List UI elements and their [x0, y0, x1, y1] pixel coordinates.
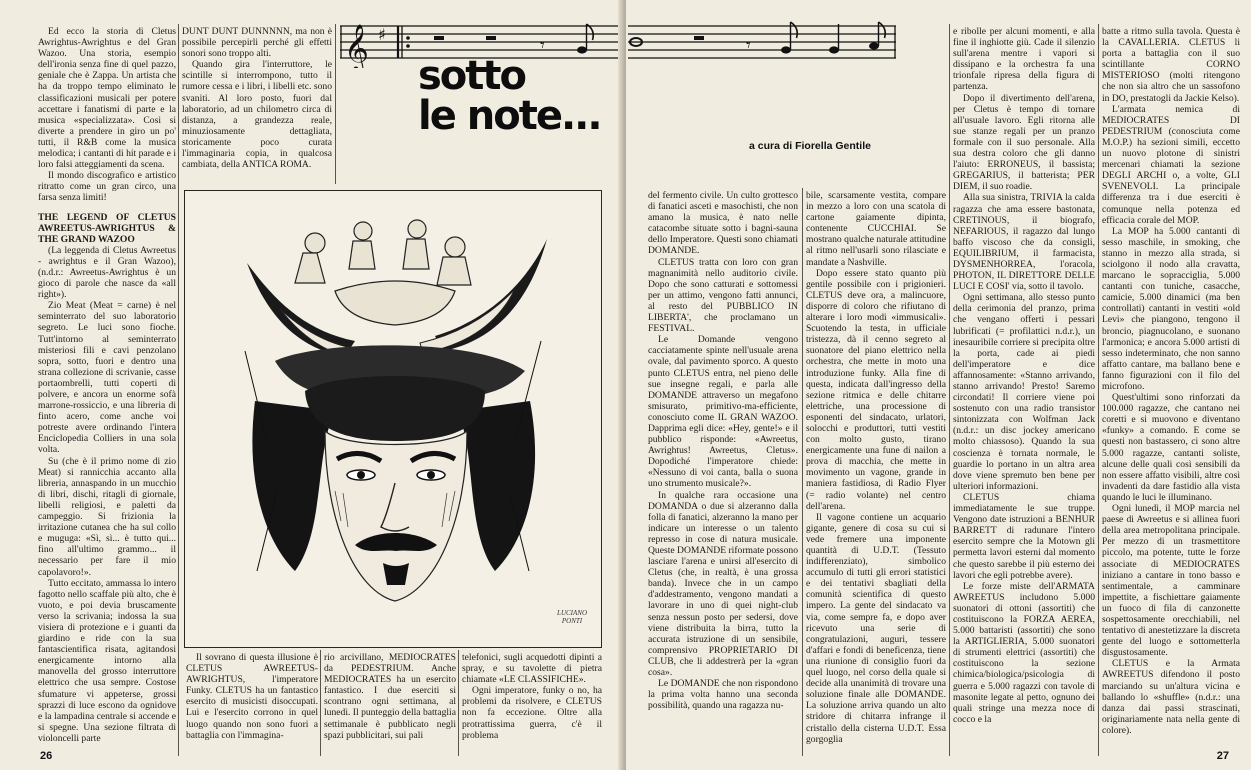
page-number-left: 26 — [40, 750, 53, 762]
column-rule — [802, 188, 803, 756]
illustrator-signature — [557, 609, 587, 625]
article-byline: a cura di Fiorella Gentile — [749, 140, 871, 152]
col1-paragraph: (La leggenda di Cletus Awreetus - awrightus e il Gran Wazoo), (n.d.r.: Awreetus-Awrightus è un gioco di parole che nasce da «all right»). — [38, 244, 176, 301]
column-1 — [38, 26, 176, 752]
col1-paragraph: Zio Meat (Meat = carne) è nel seminterrato del suo laboratorio segreto. Le luci sono fioche. Tutt'intorno al seminterrato misteriosi fili e cavi penzolano sopra, sotto, fuori e dentro una strana collezione di scrivanie, casse portaombrelli, tutti coperti di polvere, e ancora un enorme sofà marrone-rossiccio, e una libreria di finto acero, come anche voi potreste avere ordinando l'intera Enciclopedia Colliers in una sola volta. — [38, 300, 176, 456]
svg-text:𝄾: 𝄾 — [746, 35, 751, 56]
col3-paragraph: del fermento civile. Un culto grottesco di fanatici asceti e masochisti, che non amano la musica, è nato nelle catacombe situate sotto i bagni-sauna dello Imperatore. Questi sono chiamati DOMANDE. — [648, 190, 798, 257]
col5-paragraph: Dopo il divertimento dell'arena, per Cletus è tempo di tornare all'usuale lavoro. Egli ritorna alle sue stanze regali per un pranzo formale con il suo personale. Alla sua destra coloro che gli danno l'aiuto: ERRONEUS, il bassista; GREGARIUS, il batterista; PER DIEM, il suo roadie. — [953, 92, 1095, 193]
column-rule — [335, 24, 336, 184]
column-a — [186, 652, 318, 756]
column-5 — [953, 26, 1095, 756]
portrait-drawing — [185, 191, 601, 647]
col2-paragraph: DUNT DUNT DUNNNNN, ma non è possibile percepirli perché gli effetti sonori sono troppo alti. — [182, 26, 332, 60]
col5-paragraph: e ribolle per alcuni momenti, e alla fine il inghiotte giù. Cade il silenzio sull'arena mentre i vapori si dissipano e la orchestra fa una trionfale ripresa della figura di partenza. — [953, 26, 1095, 93]
column-3 — [648, 190, 798, 756]
sharp-icon: ♯ — [378, 25, 386, 44]
col2-paragraph: Quando gira l'interruttore, le scintille si interrompono, tutto il rumore cessa e i libri, i libelli etc. sono svaniti. Al loro posto, fuori dal laboratorio, ad un chilometro circa di distanza, a grandezza reale, minuziosamente dettagliata, storicamente poco curata l'immaginaria copia, in qualcosa cambiata, della ANTICA ROMA. — [182, 59, 332, 171]
signature-line-1: LUCIANO — [557, 609, 587, 617]
col6-paragraph: Ogni lunedì, il MOP marcia nel paese di Awreetus e si allinea fuori della area metropolitana principale. Per mezzo di un trasmettitore piccolo, ma potente, tutte le forze associate di MEDIOCRATES iniziano a cantare in tono basso e sentimentale, a camminare impettite, a fischiettare gaiamente un fuoco di fila di canzonette sospettosamente orecchiabili, nel tentativo di anestetizzare la discreta gente del luogo e sottometterla disgustosamente. — [1102, 503, 1240, 659]
right-page — [626, 0, 1251, 770]
col5-paragraph: CLETUS chiama immediatamente le sue truppe. Vengono date istruzioni a BENHUR BARRETT di radunare l'intero esercito sempre che la Motown gli permetta lavori esterni dal momento che questo sarebbe il più esterno dei lavori che egli potrebbe avere). — [953, 491, 1095, 581]
colB-paragraph: rio arcivillano, MEDIOCRATES da PEDESTRIUM. Anche MEDIOCRATES ha un esercito fantastico. I due eserciti si scontrano ogni settimana, al lunedì. Il punteggio della battaglia settimanale è pubblicato negli spazi pubblicitari, sui pali — [324, 652, 456, 741]
col3-paragraph: CLETUS tratta con loro con gran magnanimità nello auditorio civile. Dopo che sono catturati e sottomessi per un attimo, vengono fatti annunci, al resto del PUBBLICO IN LIBERTA', che proclamano un FESTIVAL. — [648, 256, 798, 335]
col5-paragraph: Ogni settimana, allo stesso punto della cerimonia del pranzo, prima che vengano offerti i pessari lubrificati (= profilattici n.d.r.), un inesauribile corriere si precipita oltre la porta, cade ai piedi dell'imperatore e dice affannosamente: «Stanno arrivando, stanno arrivando! Presto! Saremo circondati! Il corriere viene poi sostenuto con una radio transistor sintonizzata con Wolfman Jack (n.d.r.: un disc jockey americano molto chiassoso). Quando la sua coscienza è tornata normale, le guardie lo portano in un altra area dove viene spremuto ben bene per ulteriori informazioni. — [953, 292, 1095, 492]
column-6 — [1102, 26, 1240, 756]
col6-paragraph: CLETUS e la Armata AWREETUS difendono il posto marciando su un'altura vicina e ballando lo «shuffle» (n.d.r.: una danza dai passi strascinati, originariamente nata nella gente di colore). — [1102, 658, 1240, 736]
column-b — [324, 652, 456, 756]
title-line-1: sotto — [418, 53, 526, 99]
column-c — [462, 652, 602, 756]
col6-paragraph: L'armata nemica di MEDIOCRATES DI PEDESTRIUM (conosciuta come M.O.P.) ha sezioni simili, eccetto un nuovo plotone di sinistri mercenari chiamati la sezione DEGLI ARCHI o, a volte, GLI SVENEVOLI. La principale differenza tra i due eserciti è comunque nella potenza ed efficacia corale del MOP. — [1102, 103, 1240, 226]
colC-paragraph: telefonici, sugli acquedotti dipinti a spray, e su tavolette di pietra chiamate «LE CLASSIFICHE». — [462, 652, 602, 686]
treble-clef-icon: 𝄞 — [344, 23, 369, 68]
left-page — [0, 0, 622, 770]
column-rule — [949, 24, 950, 756]
colC-paragraph: Ogni imperatore, funky o no, ha problemi da risolvere, e CLETUS non fa eccezione. Oltre alla protrattissima guerra, c'è il problema — [462, 685, 602, 741]
col5-paragraph: Le forze miste dell'ARMATA AWREETUS includono 5.000 suonatori di ottoni (assortiti) che costituiscono la FORZA AEREA, 5.000 battaristi (assortiti) che sono la ARTIGLIERIA, 5.000 suonatori di strumenti elettrici (assortiti) che costituiscono la sezione chimica/biologica/psicologia di guerra e 5.000 ragazzi con tavole di masonite legate al petto, ognuno dei quali stringe una mezza noce di cocco e la — [953, 580, 1095, 725]
article-subheading: THE LEGEND OF CLETUS AWREETUS-AWRIGHTUS & THE GRAND WAZOO — [38, 211, 176, 245]
col5-paragraph: Alla sua sinistra, TRIVIA la calda ragazza che ama essere bastonata, CRETINOUS, il biografo, NEFARIOUS, il ragazzo dal lungo baffo viscoso che da consigli, EQUILIBRIUM, il farmacista, DYSMENHORREA, l'oracola, PHOTON, IL DIRETTORE DELLE LUCI E COSI' via, sotto il tavolo. — [953, 192, 1095, 293]
page-number-right: 27 — [1216, 750, 1229, 762]
column-rule — [1098, 24, 1099, 756]
col3-paragraph: Le Domande vengono cacciatamente spinte nell'usuale arena ovale, dal pavimento sporco. A questo punto CLETUS entra, nel pieno delle sue insegne regali, e parla alle DOMANDE attraverso un megafono smisurato, primitivo-ma-efficiente, conosciuto come IL GRAN WAZOO. Dapprima egli dice: «Hey, gente!» e il pubblico risponde: «Awreetus, Awrightus! Awreetus, Cletus». Dopodiché l'imperatore chiede: «Nessuno di voi canta, balla o suona uno strumento musicale?». — [648, 334, 798, 490]
col4-paragraph: Il vagone contiene un acquario gigante, genere di cosa su cui si vede fremere una imponente quantità di U.D.T. (Tessuto indifferenziato), simbolico accumulo di tutti gli errori statistici e dei tentativi sbagliati della comunità scientifica di questo impero. La gente del sindacato va via, come sempre fa, e dopo aver ricevuto una serie di congratulazioni, auguri, tessere d'affari e fondi di beneficenza, tiene una riunione di consiglio fuori da quel luogo, nel corso della quale si decide alla unanimità di trovare una soluzione finale alle DOMANDE. La soluzione arriva quando un alto stridore di chitarra infrange il cristallo della cisterna U.D.T. Essa gorgoglia — [806, 511, 946, 745]
col4-paragraph: bile, scarsamente vestita, compare in mezzo a loro con una scatola di cartone gaiamente dipinta, contenente CUCCHIAI. Se mostrano qualche naturale attitudine al ritmo nell'usarli sono rilasciate e mandate a Nashville. — [806, 190, 946, 268]
col6-paragraph: La MOP ha 5.000 cantanti di sesso maschile, in smoking, che stanno in mezzo alla strada, si sciolgono il nodo alla cravatta, marcano le sopracciglia, 5.000 cantanti con tuniche, casacche, camicie, 5.000 dinamici (ma ben controllati) cantanti in vestiti «old Levi» che piangono, tengono il broncio, piagnucolano, e suonano l'armonica; e ancora 5.000 artisti di sesso indeterminato, che non sanno affatto cantare, ma ballano bene e fanno figurazioni con il filo del microfono. — [1102, 225, 1240, 392]
col3-paragraph: Le DOMANDE che non rispondono la prima volta hanno una seconda possibilità, quando una ragazza nu- — [648, 678, 798, 712]
colA-paragraph: Il sovrano di questa illusione è CLETUS AWREETUS-AWRIGHTUS, l'imperatore Funky. CLETUS ha un fantastico esercito di musicisti disoccupati. Lui e l'esercito corrono in quel luogo quando non sono fuori a battaglia con l'immagina- — [186, 652, 318, 741]
col1-paragraph: Su (che è il primo nome di zio Meat) si rannicchia accanto alla libreria, annaspando in un mucchio di libri, dischi, ritagli di giornale, libelli religiosi, e paletti da campeggio. Si frizionia la irritazione cutanea che ha sul collo e muguga: «Sì, sì... è tutto qui... fino all'ultimo grammo... il necessario per fare il mio capolavoro!». — [38, 455, 176, 578]
col6-paragraph: batte a ritmo sulla tavola. Questa è la CAVALLERIA. CLETUS li porta a battaglia con il suo scintillante CORNO MISTERIOSO (molti ritengono che non sia altro che un sassofono in DO, prestatogli da Jackie Kelso). — [1102, 26, 1240, 104]
svg-text:𝄾: 𝄾 — [540, 35, 545, 56]
column-rule — [320, 650, 321, 756]
col3-paragraph: In qualche rara occasione una DOMANDA o due si alzeranno dalla folla di fanatici, alzeranno la mano per indicare un interesse o un talento represso in cose di natura musicale. Queste DOMANDE riformate possono lasciare l'arena e unirsi all'esercito di Cletus (che, in realtà, è una grossa banda). Invece che in un campo d'addestramento, vengono mandati a lavorare in uno di quei night-club senza nessun posto per sedersi, dove viene distribuita la birra, tutto la accurata istruzione di un sensibile, comprensivo PROPRIETARIO DI CLUB, che li addestrerà per la «gran cosa». — [648, 489, 798, 679]
article-title — [418, 53, 618, 139]
signature-line-2: PONTI — [561, 617, 583, 625]
column-rule — [458, 650, 459, 756]
col6-paragraph: Quest'ultimi sono rinforzati da 100.000 ragazze, che cantano nei coretti e si muovono e diventano «funky» a comando. E come se questi non bastassero, ci sono altre 5.000 ragazze, cantanti soliste, alcune delle quali così sensibili da non essere affatto visibili, altre così invadenti da dare fastidio alla vista quando le luci le illuminano. — [1102, 392, 1240, 503]
col1-paragraph: Il mondo discografico e artistico ritratto come un gran circo, una farsa senza limiti! — [38, 170, 176, 204]
column-rule — [178, 24, 179, 756]
col1-paragraph: Ed ecco la storia di Cletus Awrightus-Awrightus e del Gran Wazoo. Una storia, esempio dell'ironia senza fine di quel pazzo, geniale che è Zappa. Un artista che ha da troppo tempo eliminato le classificazioni musicali per potere accettare i fanatismi di parte e la musica «specializzata». Così si diverte a prendere in giro un po' tutti, il R&B come la musica melodica; i cantanti di hit parade e i loro falsi atteggiamenti da scena. — [38, 26, 176, 171]
music-staff-graphic — [628, 18, 898, 68]
title-line-2: le note... — [418, 93, 601, 139]
column-2 — [182, 26, 332, 182]
col4-paragraph: Dopo essere stato quanto più gentile possibile con i prigionieri. CLETUS deve ora, a malincuore, disporre di coloro che rifiutano di alterare i loro modi «immusicali». Scuotendo la testa, in ufficiale tristezza, dà il cenno segreto al suonatore del piano elettrico nella orchestra, che mette in moto una introduzione funky. Alla fine di questa, indicata dall'ingresso della sezione ritmica e delle chitarre elettriche, una processione di esponenti del sindacato, urlatori, solocchi e produttori, tutti vestiti con molto gusto, tirano energicamente una fune di nailon a prova di macchia, che mette in movimento un vagone, grande in maniera fastidiosa, di Radio Flyer (= radio volante) nel centro dell'arena. — [806, 267, 946, 512]
music-staff-right — [628, 18, 898, 62]
column-4 — [806, 190, 946, 756]
col1-paragraph: Tutto eccitato, ammassa lo intero fagotto nello scaffale più alto, che è vuoto, e poi devia bruscamente verso la scrivania; indossa la sua visiera di protezione e i guanti da giardino e ride con la sua fantascientifica risata, agitandosi energicamente intorno alla manovella del grosso interruttore elettrico che usa sempre. Costose sfumature vi appeterse, grossi sprazzi di luce escono da ognidove e la lampadina centrale si accende e si spegne. Una sezione filtrata di violoncelli parte — [38, 577, 176, 744]
zappa-illustration — [184, 190, 602, 648]
